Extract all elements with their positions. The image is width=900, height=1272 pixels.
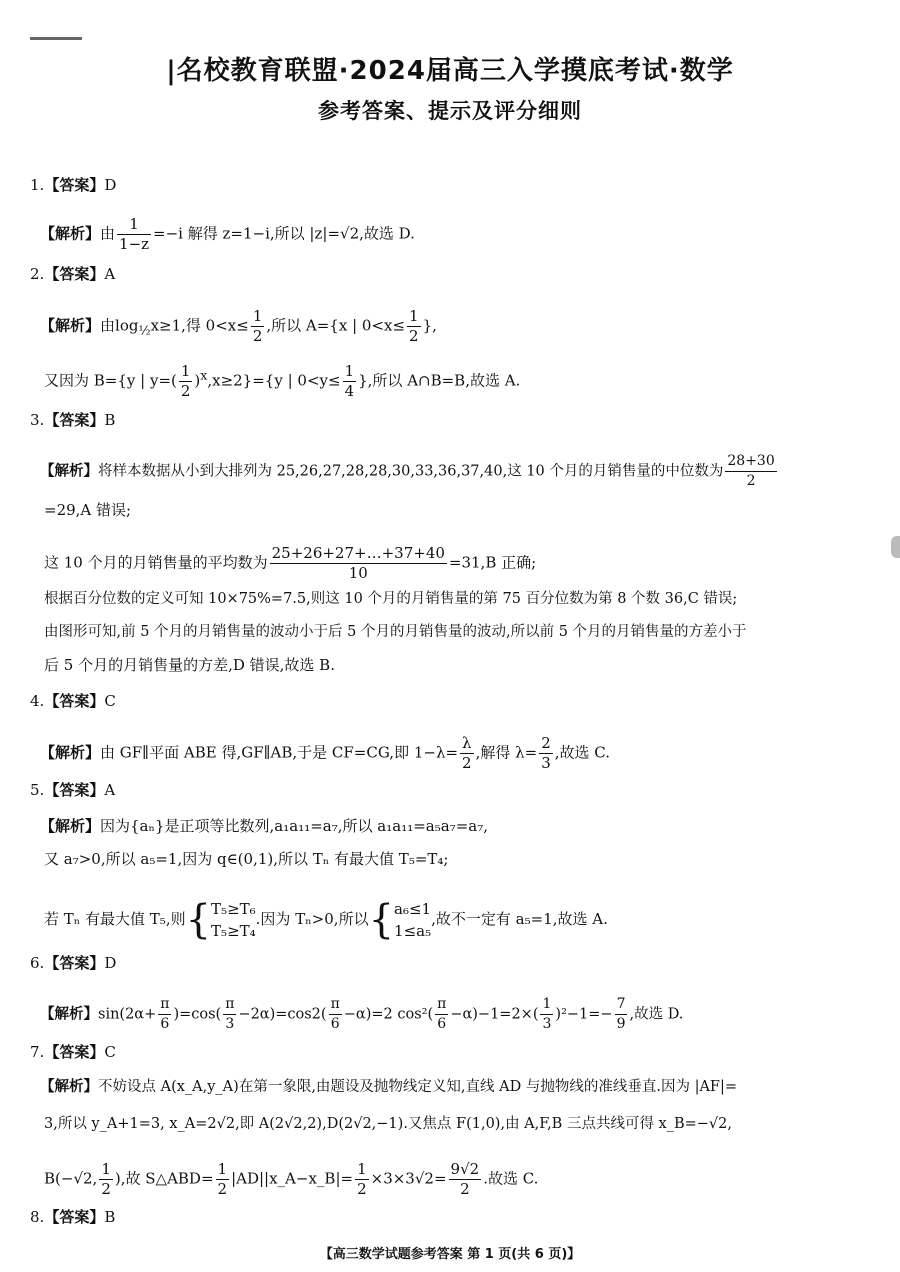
q4-answer: 4.【答案】C (30, 692, 116, 710)
page-footer: 【高三数学试题参考答案 第 1 页(共 6 页)】 (319, 1247, 581, 1262)
q6-answer: 6.【答案】D (30, 954, 117, 972)
q5-analysis-line3: 若 Tₙ 有最大值 T₅,则{ T₅≥T₆ T₅≥T₄ .因为 Tₙ>0,所以{ a₆≤1 1≤a₅ ,故不一定有 a₅=1,故选 A. (44, 897, 608, 943)
q7-analysis-line2: 3,所以 y_A+1=3, x_A=2√2,即 A(2√2,2),D(2√2,−1).又焦点 F(1,0),由 A,F,B 三点共线可得 x_B=−√2, (44, 1116, 733, 1132)
page-subtitle: 参考答案、提示及评分细则 (318, 99, 582, 123)
q2-analysis-line1: 【解析】由$\log_{\frac{1}{2}}x\ge 1$,得 0<x≤ $\frac{1}{2}$ ,所以 A={x | 0<x≤ $\frac{1}{2}$ }, (40, 307, 437, 345)
q3-analysis-line5: 由图形可知,前 5 个月的月销售量的波动小于后 5 个月的月销售量的波动,所以前 5 个月的月销售量的方差小于 (44, 624, 747, 640)
q8-answer: 8.【答案】B (30, 1208, 116, 1226)
q7-analysis-line1: 【解析】不妨设点 A(x_A,y_A)在第一象限,由题设及抛物线定义知,直线 AD 与抛物线的准线垂直.因为 |AF|= (40, 1079, 738, 1095)
system-brace-icon: { (185, 897, 212, 943)
page-title: |名校教育联盟·2024届高三入学摸底考试·数学 (166, 56, 734, 86)
scan-mark (30, 37, 82, 40)
q2-analysis-line2: 又因为 B={y | y=( $\frac{1}{2}$ )$^x$,x≥2}={y | 0<y≤ $\frac{1}{4}$ },所以 A∩B=B,故选 A. (44, 362, 521, 400)
q1-analysis: 【解析】由 $\frac{1}{1-z}$ =−i 解得 z=1−i,所以 |z|=√2,故选 D. (40, 215, 415, 253)
q6-analysis: 【解析】sin(2α+ $\frac{\pi}{6}$ )=cos( $\frac{\pi}{3}$ −2α)=cos2( $\frac{\pi}{6}$ −α)=2 cos²( $\frac{\pi}{6}$ −α)−1=2×( $\frac{1}{3}$ )²−1=− $\frac{7}{9}$ ,故选 D. (40, 996, 684, 1032)
q5-analysis-line1: 【解析】因为{aₙ}是正项等比数列,a₁a₁₁=a₇,所以 a₁a₁₁=a₅a₇=a₇, (40, 817, 488, 835)
q5-answer: 5.【答案】A (30, 781, 116, 799)
q3-answer: 3.【答案】B (30, 411, 116, 429)
q3-analysis-line4: 根据百分位数的定义可知 10×75%=7.5,则这 10 个月的月销售量的第 75 百分位数为第 8 个数 36,C 错误; (44, 591, 738, 607)
q3-analysis-line6: 后 5 个月的月销售量的方差,D 错误,故选 B. (44, 656, 335, 674)
q1-answer: 1.【答案】D (30, 176, 117, 194)
q7-answer: 7.【答案】C (30, 1043, 116, 1061)
q3-analysis-line3: 这 10 个月的月销售量的平均数为 $\frac{25+26+27+\dots+37+40}{10}$ =31,B 正确; (44, 544, 537, 582)
q2-answer: 2.【答案】A (30, 265, 116, 283)
q5-analysis-line2: 又 a₇>0,所以 a₅=1,因为 q∈(0,1),所以 Tₙ 有最大值 T₅=T₄; (44, 850, 449, 868)
q3-analysis-line2: =29,A 错误; (44, 501, 132, 519)
q3-analysis-line1: 【解析】将样本数据从小到大排列为 25,26,27,28,28,30,33,36,37,40,这 10 个月的月销售量的中位数为 $\frac{28+30}{2}$ (40, 453, 775, 489)
q7-analysis-line3: B(−√2, $\frac{1}{2}$ ),故 S△ABD= $\frac{1}{2}$ |AD||x_A−x_B|= $\frac{1}{2}$ ×3×3√2= $\frac{9√2}{2}$ .故选 C. (44, 1160, 539, 1198)
system-brace-icon: { (368, 897, 395, 943)
page-edge-mark (891, 536, 900, 558)
q4-analysis: 【解析】由 GF∥平面 ABE 得,GF∥AB,于是 CF=CG,即 1−λ= $\frac{\lambda}{2}$ ,解得 λ= $\frac{2}{3}$ ,故选 C. (40, 734, 610, 772)
